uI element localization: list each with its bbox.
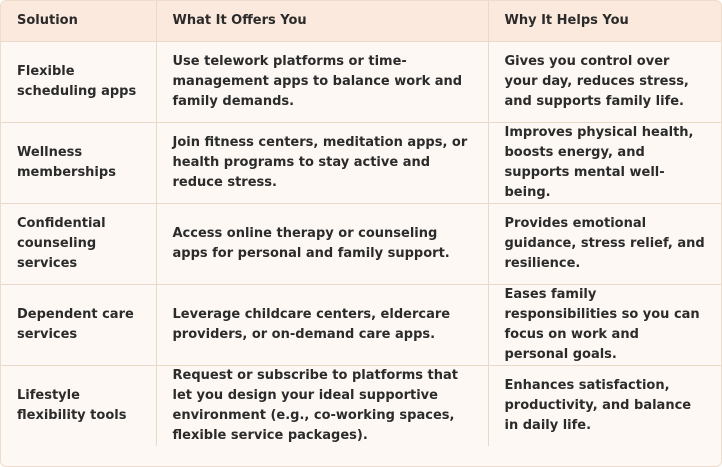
solutions-table — [1, 1, 721, 446]
cell-helps: Eases family responsibilities so you can focus on work and personal goals. — [488, 284, 721, 365]
table-row — [1, 203, 721, 284]
header-solution: Solution — [1, 1, 156, 41]
cell-helps: Enhances satisfaction, productivity, and balance in daily life. — [504, 377, 692, 433]
cell-solution: Dependent care services — [1, 284, 156, 365]
cell-solution: Lifestyle flexibility tools — [1, 365, 156, 446]
table-header-row — [1, 1, 721, 41]
header-why-it-helps: Why It Helps You — [488, 1, 721, 41]
header-what-it-offers: What It Offers You — [156, 1, 488, 41]
cell-helps: Gives you control over your day, reduces stress, and supports family life. — [488, 41, 721, 122]
table-row — [1, 365, 721, 446]
cell-solution: Confidential counseling services — [1, 203, 156, 284]
cell-solution: Flexible scheduling apps — [1, 41, 156, 122]
cell-offers: Access online therapy or counseling apps for personal and family support. — [156, 203, 488, 284]
cell-offers: Leverage childcare centers, eldercare providers, or on-demand care apps. — [156, 284, 488, 365]
table-row — [1, 41, 721, 122]
table-row — [1, 122, 721, 203]
cell-solution: Wellness memberships — [1, 122, 156, 203]
cell-offers: Request or subscribe to platforms that let you design your ideal supportive environment (e.g., co-working spaces, flexible service packages). — [156, 365, 488, 446]
table-row — [1, 284, 721, 365]
cell-offers: Join fitness centers, meditation apps, or health programs to stay active and reduce stress. — [156, 122, 488, 203]
cell-offers: Use telework platforms or time-management apps to balance work and family demands. — [156, 41, 488, 122]
cell-helps: Improves physical health, boosts energy, and supports mental well-being. — [488, 122, 721, 203]
cell-helps: Provides emotional guidance, stress relief, and resilience. — [488, 203, 721, 284]
